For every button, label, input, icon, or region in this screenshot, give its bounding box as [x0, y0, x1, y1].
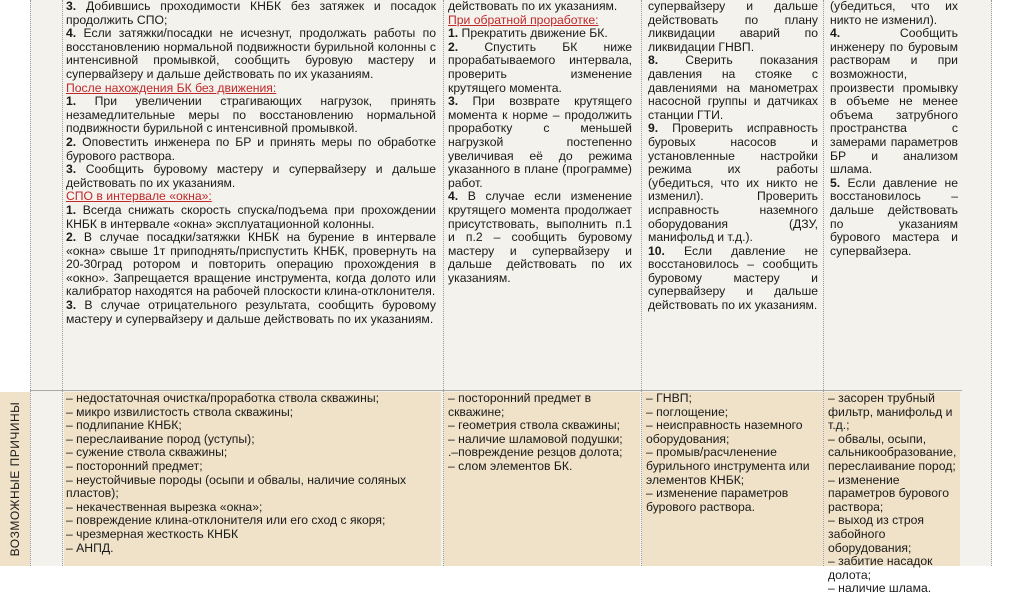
- actions-column-4: [826, 0, 960, 390]
- list-item: – микро извилистость ствола скважины;: [66, 404, 294, 419]
- list-item: – сужение ствола скважины;: [66, 445, 228, 460]
- divider: [62, 0, 63, 566]
- list-item: – посторонний предмет в скважине;: [448, 391, 592, 419]
- list-item: – слом элементов БК.: [448, 458, 573, 473]
- actions-column-3: [644, 0, 822, 390]
- list-item: – изменение параметров бурового раствора;: [828, 472, 949, 514]
- list-item: – подлипание КНБК;: [66, 418, 182, 433]
- list-item: – геометрия ствола скважины;: [448, 418, 620, 433]
- side-label: ВОЗМОЖНЫЕ ПРИЧИНЫ: [8, 401, 22, 557]
- section-heading: При обратной проработке:: [448, 12, 599, 27]
- list-item: – неустойчивые породы (осыпи и обвалы, наличие соляных пластов);: [66, 472, 407, 501]
- list-item: – поглощение;: [646, 404, 729, 419]
- list-item: – АНПД.: [66, 540, 114, 555]
- list-item: – недостаточная очистка/проработка ствола скважины;: [66, 391, 379, 405]
- text-line: 3. Добившись проходимости КНБК без затяжек и посадок продолжить СПО;: [66, 0, 436, 27]
- text-line: 9. Проверить исправность буровых насосов и установленные настройки режима их работы (убедиться, что их никто не изменил). Проверить исправность наземного оборудования (ДЗУ, манифольд и т.д.).: [648, 121, 818, 245]
- text-line: 10. Если давление не восстановилось – сообщить буровому мастеру и супервайзеру и дальше действовать по их указаниям.: [648, 243, 818, 313]
- causes-column-3: [642, 392, 823, 566]
- list-item: – повреждение клина-отклонителя или его сход с якоря;: [66, 513, 386, 528]
- text-line: 2. Оповестить инженера по БР и принять меры по обработке бурового раствора.: [66, 134, 436, 163]
- text-line: 2. В случае посадки/затяжки КНБК на бурение в интервале «окна» свыше 1т приподнять/приспустить КНБК, провернуть на 20-30град ротором и повторить операцию прохождения в «окно». Запрещается вращение инструмента, когда долото или калибратор находятся на рабочей плоскости клина-отклонителя.: [66, 230, 436, 299]
- text-line: 4. Сообщить инженеру по буровым растворам и при возможности, произвести промывку в объеме не менее объема затрубного пространства с замерами параметров БР и анализом шлама.: [830, 26, 958, 177]
- text-line: 8. Сверить показания давления на стояке с давлениями на манометрах насосной группы и датчиках станции ГТИ.: [648, 53, 818, 122]
- text-line: 4. В случае если изменение крутящего момента продолжает присутствовать, выполнить п.1 и п.2 – сообщить буровому мастеру и супервайзеру и дальше действовать по их указаниям.: [448, 189, 632, 285]
- text-line: 3. В случае отрицательного результата, сообщить буровому мастеру и супервайзеру и дальше действовать по их указаниям.: [66, 298, 436, 326]
- actions-column-2: [444, 0, 636, 390]
- list-item: – наличие шлама.: [828, 581, 932, 596]
- causes-side-header: [0, 392, 30, 566]
- text-line: 5. Если давление не восстановилось – дальше действовать по указаниям бурового мастера и супервайзера.: [830, 175, 958, 258]
- text-line: 3. При возврате крутящего момента к норме – продолжить проработку с меньшей нагрузкой постепенно увеличивая её до режима указанного в плане (программе) работ.: [448, 94, 632, 190]
- list-item: – неисправность наземного оборудования;: [646, 418, 803, 446]
- list-item: – некачественная вырезка «окна»;: [66, 499, 263, 514]
- causes-column-1: [64, 392, 441, 566]
- text-line: 4. Если затяжки/посадки не исчезнут, продолжать работы по восстановлению нормальной подвижности бурильной колонны с интенсивной промывкой, сообщить буровую мастеру и супервайзеру и дальше действовать по их указаниям.: [66, 26, 436, 81]
- section-heading: После нахождения БК без движения:: [66, 80, 277, 95]
- list-item: – выход из строя забойного оборудования;: [828, 513, 924, 555]
- text-line: 1. Прекратить движение БК.: [448, 26, 608, 41]
- list-item: – посторонний предмет;: [66, 458, 203, 473]
- list-item: – наличие шламовой подушки;: [448, 431, 623, 446]
- text-line: 3. Сообщить буровому мастеру и супервайзеру и дальше действовать по их указаниям.: [66, 162, 436, 190]
- text-line: (убедиться, что их никто не изменил).: [830, 0, 958, 27]
- list-item: – промыв/расчленение бурильного инструмента или элементов КНБК;: [646, 445, 810, 487]
- causes-column-4: [824, 391, 960, 596]
- list-item: – чрезмерная жесткость КНБК: [66, 526, 239, 541]
- section-heading: СПО в интервале «окна»:: [66, 189, 212, 204]
- text-line: супервайзеру и дальше действовать по плану ликвидации аварий по ликвидации ГНВП.: [648, 0, 818, 54]
- causes-column-2: [444, 392, 640, 566]
- list-item: .–повреждение резцов долота;: [448, 445, 623, 460]
- text-line: действовать по их указаниям.: [448, 0, 618, 13]
- list-item: – обвалы, осыпи, сальникообразование, переслаивание пород;: [828, 431, 957, 473]
- divider: [991, 0, 992, 566]
- list-item: – ГНВП;: [646, 391, 692, 405]
- actions-column-1: [64, 0, 440, 390]
- divider: [30, 0, 31, 566]
- text-line: 2. Спустить БК ниже прорабатываемого интервала, проверить изменение крутящего момента.: [448, 39, 632, 95]
- list-item: – изменение параметров бурового раствора.: [646, 486, 789, 514]
- text-line: 1. При увеличении страгивающих нагрузок, принять незамедлительные меры по восстановлению нормальной подвижности бурильной с интенсивной промывкой.: [66, 94, 436, 136]
- text-line: 1. Всегда снижать скорость спуска/подъема при прохождении КНБК в интервале «окна» эксплуатационной колонны.: [66, 202, 436, 231]
- list-item: – засорен трубный фильтр, манифольд и т.д.;: [828, 391, 953, 433]
- list-item: – переслаивание пород (уступы);: [66, 431, 255, 446]
- list-item: – забитие насадок долота;: [828, 554, 933, 582]
